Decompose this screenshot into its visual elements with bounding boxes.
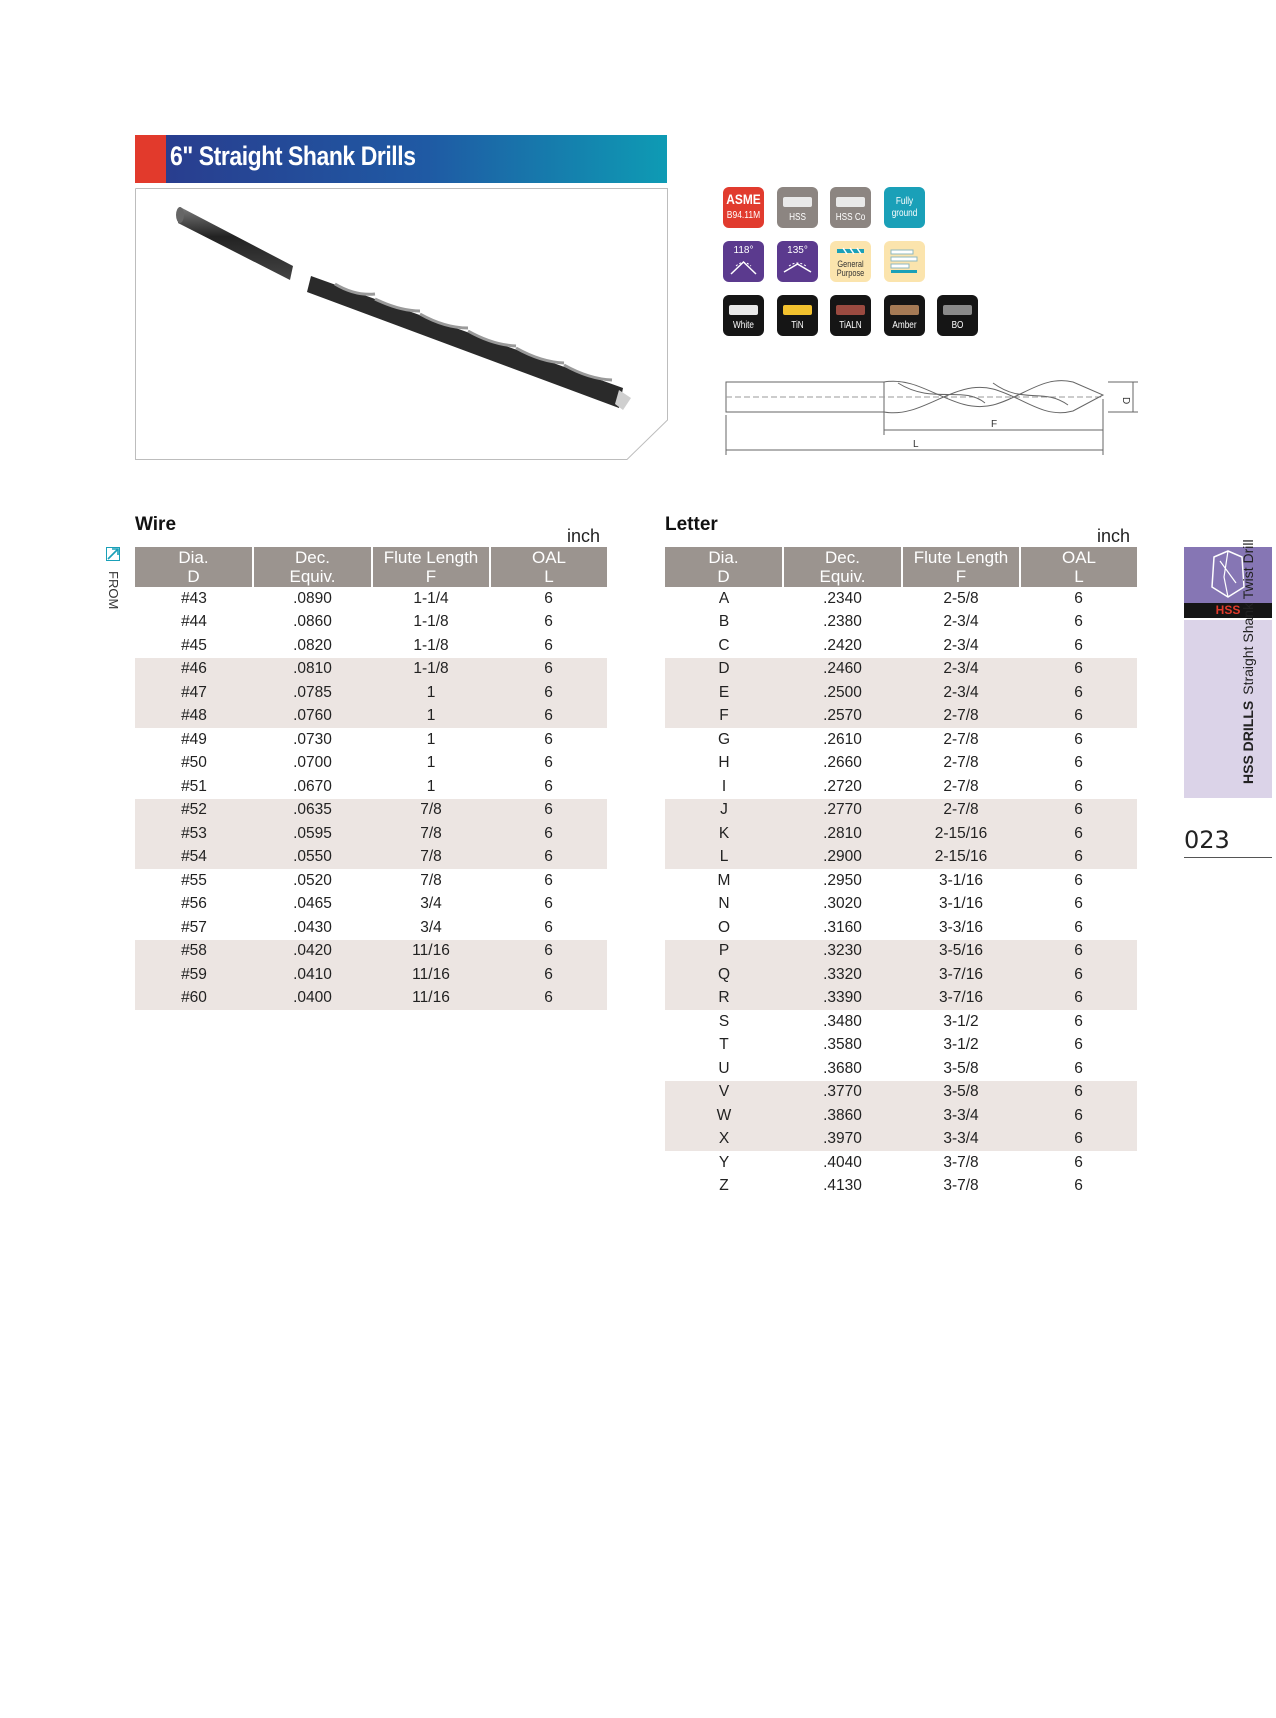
- amber-finish-icon: Amber: [884, 295, 925, 336]
- side-tab-panel: [1184, 620, 1272, 798]
- cell-dec-equiv: .2500: [783, 681, 902, 705]
- cell-flute-length: 2-7/8: [943, 777, 979, 795]
- fully-ground-badge-icon: Fully ground: [884, 187, 925, 228]
- cell-oal: 6: [1074, 871, 1083, 889]
- cell-dec-equiv: .0890: [293, 589, 332, 607]
- cell-dia: N: [718, 895, 730, 913]
- cell-dec-equiv: .0700: [293, 754, 332, 772]
- cell-flute-length: 3-1/16: [939, 895, 983, 913]
- table-row: [135, 987, 607, 1011]
- side-tab-subtitle: Straight Shank Twist Drill: [1240, 539, 1256, 695]
- table-row: [665, 963, 1137, 987]
- cell-dia: #45: [181, 636, 207, 654]
- table-row: [665, 775, 1137, 799]
- wire-section-title: Wire: [135, 514, 177, 535]
- cell-flute-length: 1-1/8: [413, 636, 449, 654]
- cell-oal: 6: [1020, 963, 1137, 987]
- cell-flute-length: 1: [372, 681, 490, 705]
- cell-dia: #59: [135, 963, 253, 987]
- cell-oal: 6: [544, 730, 553, 748]
- cell-oal: 6: [1020, 1128, 1137, 1152]
- cell-oal: 6: [490, 799, 607, 823]
- table-row: [135, 916, 607, 940]
- letter-size-table: [665, 547, 1137, 1198]
- cell-dec-equiv: .0670: [293, 777, 332, 795]
- cell-flute-length: 2-3/4: [902, 658, 1020, 682]
- cell-dec-equiv: .2900: [783, 846, 902, 870]
- cell-dec-equiv: .0520: [293, 871, 332, 889]
- cell-dec-equiv: .2380: [823, 613, 862, 631]
- cell-dec-equiv: .2720: [823, 777, 862, 795]
- col-header-dec-equiv: Dec. Equiv.: [253, 547, 372, 587]
- table-row: [135, 775, 607, 799]
- table-row: [665, 634, 1137, 658]
- cell-oal: 6: [1074, 895, 1083, 913]
- cell-dia: #55: [181, 871, 207, 889]
- cell-dia: T: [719, 1036, 729, 1054]
- drawing-label-f: F: [991, 419, 998, 430]
- cell-flute-length: 3-3/4: [902, 1104, 1020, 1128]
- table-row: [135, 799, 607, 823]
- brand-logo-icon: [106, 547, 120, 561]
- cell-dia: X: [665, 1128, 783, 1152]
- cell-oal: 6: [490, 705, 607, 729]
- cell-oal: 6: [1074, 918, 1083, 936]
- cell-flute-length: 11/16: [372, 963, 490, 987]
- cell-flute-length: 11/16: [372, 987, 490, 1011]
- cell-flute-length: 1: [426, 754, 436, 772]
- cell-dec-equiv: .2770: [783, 799, 902, 823]
- cell-dia: Y: [718, 1153, 730, 1171]
- cell-dec-equiv: .3320: [783, 963, 902, 987]
- cell-flute-length: 2-7/8: [902, 705, 1020, 729]
- table-row: [665, 1081, 1137, 1105]
- cell-flute-length: 3-5/8: [902, 1081, 1020, 1105]
- cell-flute-length: 3-7/8: [943, 1177, 979, 1195]
- banner-accent: [135, 135, 166, 183]
- cell-dec-equiv: .3160: [823, 918, 862, 936]
- cell-oal: 6: [1074, 1036, 1083, 1054]
- cell-flute-length: 7/8: [420, 871, 442, 889]
- cell-dia: K: [665, 822, 783, 846]
- cell-dec-equiv: .0785: [253, 681, 372, 705]
- table-row: [665, 752, 1137, 776]
- table-row: [665, 1034, 1137, 1058]
- cell-dia: #49: [181, 730, 207, 748]
- cell-flute-length: 1: [372, 705, 490, 729]
- cell-oal: 6: [1020, 987, 1137, 1011]
- cell-dia: F: [665, 705, 783, 729]
- cell-dec-equiv: .0820: [293, 636, 332, 654]
- brand-name: FROM: [106, 571, 121, 610]
- table-row: [665, 1010, 1137, 1034]
- col-header-dec-equiv: Dec. Equiv.: [783, 547, 902, 587]
- cell-dia: U: [718, 1059, 730, 1077]
- cell-flute-length: 1-1/8: [372, 658, 490, 682]
- cell-dia: M: [717, 871, 731, 889]
- table-row: [135, 869, 607, 893]
- cell-flute-length: 3-5/8: [943, 1059, 979, 1077]
- cell-dec-equiv: .2420: [823, 636, 862, 654]
- cell-dia: #54: [135, 846, 253, 870]
- cell-dia: E: [665, 681, 783, 705]
- cell-flute-length: 2-7/8: [943, 730, 979, 748]
- cell-dia: #43: [181, 589, 207, 607]
- cell-dec-equiv: .3580: [823, 1036, 862, 1054]
- table-row: [135, 705, 607, 729]
- cell-dia: H: [718, 754, 730, 772]
- cell-dec-equiv: .2610: [823, 730, 862, 748]
- cell-dia: #56: [181, 895, 207, 913]
- cell-flute-length: 1: [426, 777, 436, 795]
- cell-dia: #52: [135, 799, 253, 823]
- page-number: 023: [1184, 826, 1230, 854]
- cell-dia: #53: [135, 822, 253, 846]
- cell-flute-length: 1-1/4: [413, 589, 449, 607]
- cell-oal: 6: [1074, 1177, 1083, 1195]
- table-row: [135, 940, 607, 964]
- cell-oal: 6: [1074, 589, 1083, 607]
- wire-size-table: [135, 547, 607, 1010]
- cell-oal: 6: [544, 636, 553, 654]
- cell-oal: 6: [1020, 1104, 1137, 1128]
- table-row: [135, 963, 607, 987]
- cell-dec-equiv: .0430: [293, 918, 332, 936]
- cell-dia: #47: [135, 681, 253, 705]
- cell-dec-equiv: .3680: [823, 1059, 862, 1077]
- cell-flute-length: 3-1/2: [943, 1036, 979, 1054]
- cell-dia: V: [665, 1081, 783, 1105]
- cell-dia: S: [718, 1012, 730, 1030]
- table-row: [135, 658, 607, 682]
- cell-oal: 6: [1020, 846, 1137, 870]
- cell-flute-length: 3-7/16: [902, 987, 1020, 1011]
- wire-unit-label: inch: [567, 526, 601, 546]
- cell-dec-equiv: .4130: [823, 1177, 862, 1195]
- asme-badge-icon: ASME B94.11M: [723, 187, 764, 228]
- hss-co-badge-icon: HSS Co: [830, 187, 871, 228]
- tin-coating-icon: TiN: [777, 295, 818, 336]
- cell-dec-equiv: .0730: [293, 730, 332, 748]
- cell-dia: #50: [181, 754, 207, 772]
- table-row: [665, 1104, 1137, 1128]
- cell-oal: 6: [1074, 754, 1083, 772]
- cell-flute-length: 2-15/16: [902, 822, 1020, 846]
- cell-dia: #46: [135, 658, 253, 682]
- col-header-oal: OAL L: [1020, 547, 1137, 587]
- general-purpose-icon: General Purpose: [830, 241, 871, 282]
- cell-flute-length: 3-1/2: [943, 1012, 979, 1030]
- table-row: [135, 846, 607, 870]
- col-header-flute-length: Flute Length F: [372, 547, 490, 587]
- cell-flute-length: 2-7/8: [943, 754, 979, 772]
- hss-drill-tab-icon: [1184, 547, 1272, 603]
- table-row: [665, 1057, 1137, 1081]
- cell-oal: 6: [544, 613, 553, 631]
- cell-flute-length: 3-5/16: [902, 940, 1020, 964]
- cell-oal: 6: [544, 777, 553, 795]
- cell-oal: 6: [1020, 681, 1137, 705]
- cell-flute-length: 3-3/16: [939, 918, 983, 936]
- cell-flute-length: 2-3/4: [943, 613, 979, 631]
- drawing-label-d: D: [1120, 397, 1131, 405]
- point-118-icon: 118°: [723, 241, 764, 282]
- cell-dec-equiv: .2660: [823, 754, 862, 772]
- table-row: [135, 681, 607, 705]
- col-header-flute-length: Flute Length F: [902, 547, 1020, 587]
- cell-oal: 6: [1020, 705, 1137, 729]
- side-tab-text: [1240, 539, 1256, 784]
- cell-dec-equiv: .0595: [253, 822, 372, 846]
- table-row: [665, 940, 1137, 964]
- page-number-rule: [1184, 857, 1272, 858]
- cell-dec-equiv: .0810: [253, 658, 372, 682]
- table-row: [135, 634, 607, 658]
- cell-oal: 6: [1074, 636, 1083, 654]
- drill-dimension-drawing: [723, 375, 1143, 460]
- table-row: [665, 822, 1137, 846]
- cell-dia: #51: [181, 777, 207, 795]
- table-row: [665, 799, 1137, 823]
- cell-oal: 6: [1020, 658, 1137, 682]
- cell-dec-equiv: .3970: [783, 1128, 902, 1152]
- side-tab-hss-label: HSS: [1184, 603, 1272, 618]
- drill-size-chart-icon: [884, 241, 925, 282]
- table-row: [135, 728, 607, 752]
- cell-flute-length: 2-7/8: [902, 799, 1020, 823]
- tialn-coating-icon: TiALN: [830, 295, 871, 336]
- cell-dia: #44: [181, 613, 207, 631]
- letter-section-title: Letter: [665, 514, 718, 535]
- cell-dec-equiv: .0420: [253, 940, 372, 964]
- cell-flute-length: 3-7/8: [943, 1153, 979, 1171]
- cell-dia: #48: [135, 705, 253, 729]
- cell-flute-length: 3-3/4: [902, 1128, 1020, 1152]
- cell-dia: #58: [135, 940, 253, 964]
- cell-dia: L: [665, 846, 783, 870]
- cell-flute-length: 7/8: [372, 846, 490, 870]
- cell-oal: 6: [544, 918, 553, 936]
- cell-dec-equiv: .3390: [783, 987, 902, 1011]
- cell-dia: B: [718, 613, 730, 631]
- cell-oal: 6: [490, 681, 607, 705]
- cell-oal: 6: [490, 658, 607, 682]
- cell-oal: 6: [1074, 1059, 1083, 1077]
- cell-flute-length: 7/8: [372, 822, 490, 846]
- table-row: [665, 728, 1137, 752]
- cell-dec-equiv: .3480: [823, 1012, 862, 1030]
- cell-dia: A: [718, 589, 730, 607]
- drill-photo: [135, 188, 668, 460]
- table-row: [665, 611, 1137, 635]
- cell-dia: O: [717, 918, 731, 936]
- cell-dec-equiv: .2950: [823, 871, 862, 889]
- cell-oal: 6: [490, 940, 607, 964]
- page-title: 6" Straight Shank Drills: [170, 141, 416, 171]
- table-row: [665, 658, 1137, 682]
- table-row: [665, 587, 1137, 611]
- cell-dec-equiv: .2460: [783, 658, 902, 682]
- cell-dec-equiv: .0400: [253, 987, 372, 1011]
- cell-dia: #57: [181, 918, 207, 936]
- table-row: [665, 705, 1137, 729]
- cell-dec-equiv: .0550: [253, 846, 372, 870]
- table-row: [665, 846, 1137, 870]
- cell-dia: Q: [665, 963, 783, 987]
- cell-dec-equiv: .2570: [783, 705, 902, 729]
- cell-oal: 6: [544, 895, 553, 913]
- black-oxide-icon: BO: [937, 295, 978, 336]
- cell-oal: 6: [1074, 777, 1083, 795]
- cell-dia: I: [721, 777, 727, 795]
- table-row: [135, 611, 607, 635]
- cell-oal: 6: [544, 589, 553, 607]
- table-row: [135, 893, 607, 917]
- cell-flute-length: 1-1/8: [413, 613, 449, 631]
- cell-dia: Z: [719, 1177, 729, 1195]
- cell-dec-equiv: .2340: [823, 589, 862, 607]
- cell-dec-equiv: .4040: [823, 1153, 862, 1171]
- hss-badge-icon: HSS: [777, 187, 818, 228]
- cell-flute-length: 3/4: [420, 918, 442, 936]
- table-header-row: [665, 547, 1137, 587]
- cell-flute-length: 7/8: [372, 799, 490, 823]
- table-row: [665, 1175, 1137, 1199]
- cell-oal: 6: [544, 871, 553, 889]
- col-header-dia: Dia. D: [135, 547, 253, 587]
- cell-dec-equiv: .3020: [823, 895, 862, 913]
- cell-dec-equiv: .0760: [253, 705, 372, 729]
- cell-dia: C: [718, 636, 730, 654]
- cell-flute-length: 2-3/4: [902, 681, 1020, 705]
- cell-dec-equiv: .3230: [783, 940, 902, 964]
- cell-flute-length: 2-5/8: [943, 589, 979, 607]
- cell-dia: G: [717, 730, 731, 748]
- cell-oal: 6: [1074, 1153, 1083, 1171]
- title-banner: [135, 135, 667, 183]
- cell-dec-equiv: .2810: [783, 822, 902, 846]
- cell-dia: #60: [135, 987, 253, 1011]
- cell-dia: W: [665, 1104, 783, 1128]
- table-row: [135, 587, 607, 611]
- cell-dec-equiv: .0410: [253, 963, 372, 987]
- table-row: [665, 681, 1137, 705]
- cell-flute-length: 1: [426, 730, 436, 748]
- cell-flute-length: 2-15/16: [902, 846, 1020, 870]
- cell-oal: 6: [1074, 730, 1083, 748]
- cell-oal: 6: [1020, 940, 1137, 964]
- cell-oal: 6: [544, 754, 553, 772]
- cell-flute-length: 11/16: [372, 940, 490, 964]
- cell-dec-equiv: .0860: [293, 613, 332, 631]
- drawing-label-l: L: [913, 439, 919, 450]
- cell-dec-equiv: .3770: [783, 1081, 902, 1105]
- col-header-oal: OAL L: [490, 547, 607, 587]
- cell-oal: 6: [1074, 1012, 1083, 1030]
- table-row: [665, 869, 1137, 893]
- table-row: [135, 752, 607, 776]
- point-135-icon: 135°: [777, 241, 818, 282]
- cell-dec-equiv: .0635: [253, 799, 372, 823]
- table-header-row: [135, 547, 607, 587]
- table-row: [665, 987, 1137, 1011]
- cell-flute-length: 3/4: [420, 895, 442, 913]
- cell-dec-equiv: .0465: [293, 895, 332, 913]
- table-row: [665, 1151, 1137, 1175]
- cell-oal: 6: [490, 987, 607, 1011]
- cell-oal: 6: [490, 963, 607, 987]
- cell-oal: 6: [1020, 799, 1137, 823]
- cell-dec-equiv: .3860: [783, 1104, 902, 1128]
- side-tab-category: HSS DRILLS: [1240, 700, 1256, 784]
- cell-flute-length: 3-7/16: [902, 963, 1020, 987]
- table-row: [665, 1128, 1137, 1152]
- white-finish-icon: White: [723, 295, 764, 336]
- cell-flute-length: 3-1/16: [939, 871, 983, 889]
- cell-dia: D: [665, 658, 783, 682]
- cell-oal: 6: [1074, 613, 1083, 631]
- cell-dia: J: [665, 799, 783, 823]
- table-row: [665, 916, 1137, 940]
- cell-dia: R: [665, 987, 783, 1011]
- cell-oal: 6: [1020, 822, 1137, 846]
- cell-oal: 6: [1020, 1081, 1137, 1105]
- cell-dia: P: [665, 940, 783, 964]
- table-row: [665, 893, 1137, 917]
- cell-oal: 6: [490, 846, 607, 870]
- col-header-dia: Dia. D: [665, 547, 783, 587]
- table-row: [135, 822, 607, 846]
- cell-oal: 6: [490, 822, 607, 846]
- letter-unit-label: inch: [1097, 526, 1131, 546]
- cell-flute-length: 2-3/4: [943, 636, 979, 654]
